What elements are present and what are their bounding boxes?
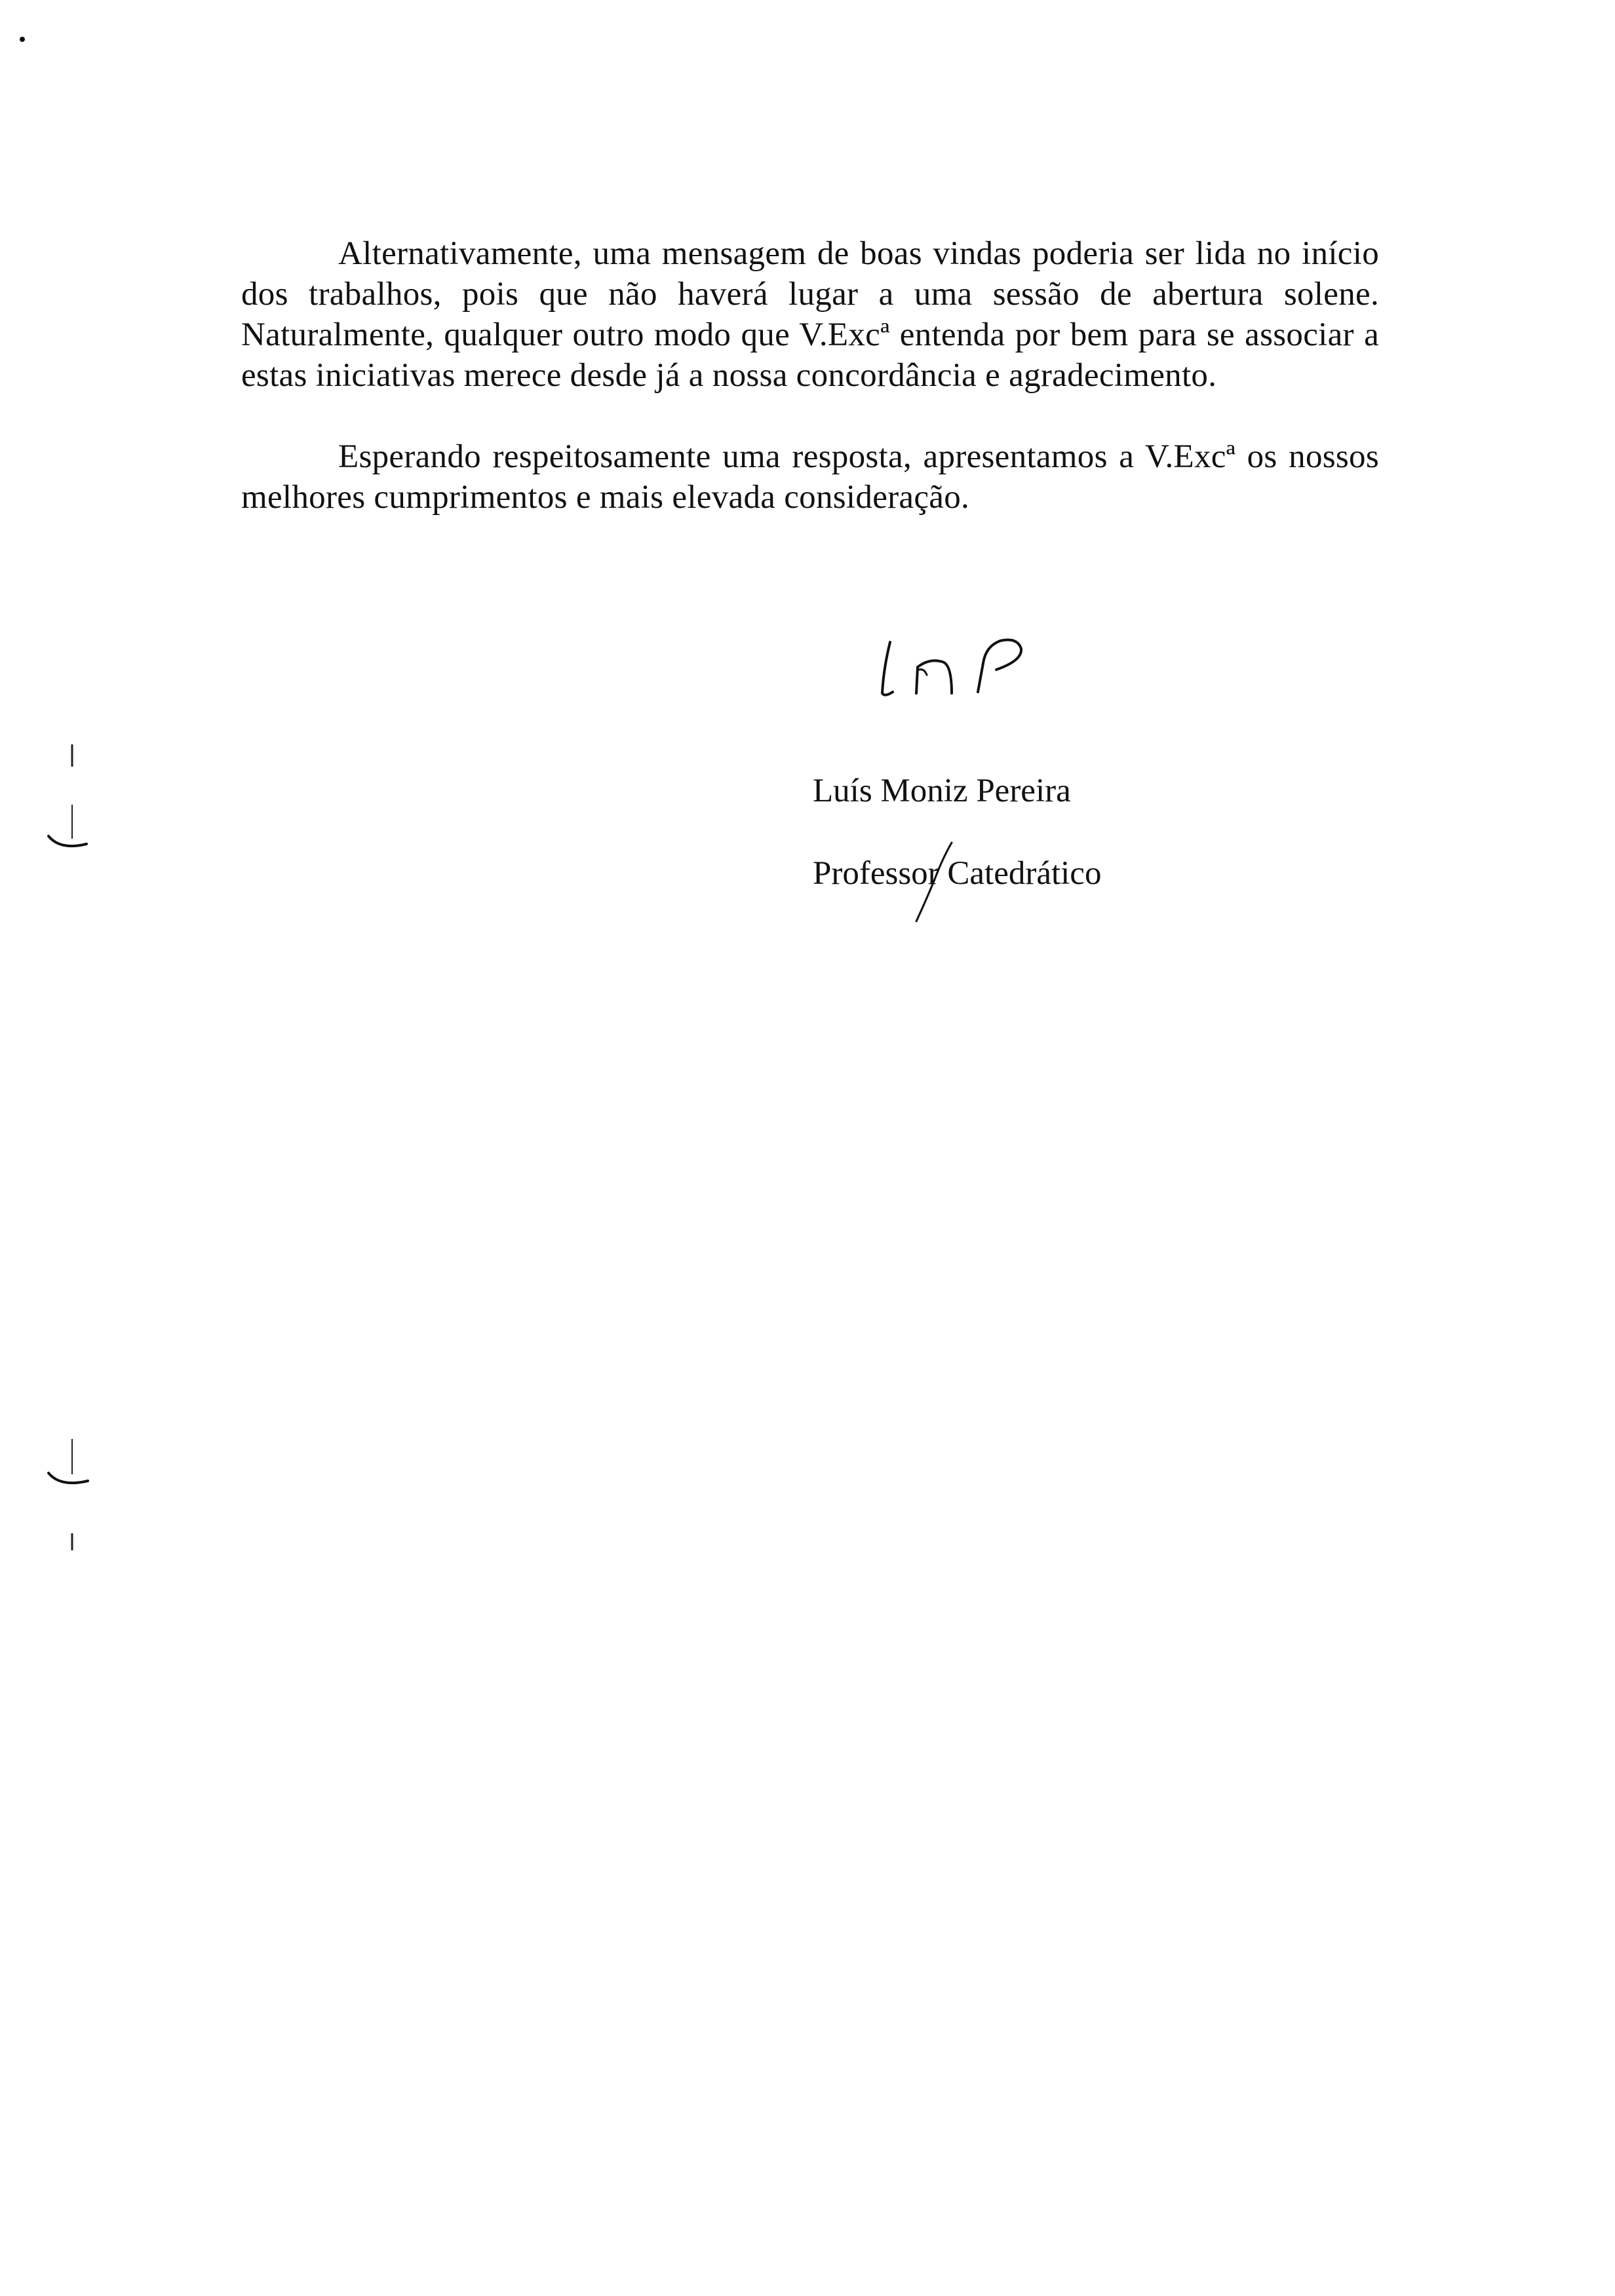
closing-paragraph-1: Alternativamente, uma mensagem de boas vindas poderia ser lida no início dos trabalhos, pois que não haverá lugar a uma sessão de abertura solene. Naturalmente, qualquer outro modo que V.Excª entenda por bem para se associar a estas iniciativas merece desde já a nossa concordância e agradecimento. xyxy=(241,235,1379,394)
margin-dot xyxy=(18,35,26,43)
binder-hole-mark-upper xyxy=(41,740,100,858)
closing-paragraph-2: Esperando respeitosamente uma resposta, apresentamos a V.Excª os nossos melhores cumprimentos e mais elevada consideração. xyxy=(241,438,1379,516)
letter-body xyxy=(241,233,1379,518)
signatory-name: Luís Moniz Pereira xyxy=(813,773,1071,809)
handwritten-slash-mark xyxy=(911,839,963,924)
handwritten-signature xyxy=(878,629,1049,708)
signatory-title: Professor Catedrático xyxy=(813,855,1102,892)
binder-hole-mark-lower xyxy=(41,1435,100,1553)
